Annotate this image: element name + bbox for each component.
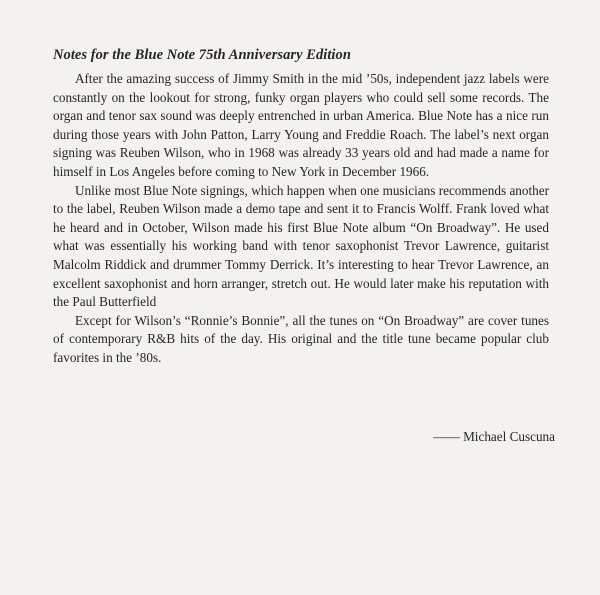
paragraph-1: After the amazing success of Jimmy Smith in the mid ’50s, independent jazz labels were constantly on the lookout for strong, funky organ players who could sell some records. The organ and tenor sax sound was deeply entrenched in urban America. Blue Note has a nice run during those years with John Patton, Larry Young and Freddie Roach. The label’s next organ signing was Reuben Wilson, who in 1968 was already 33 years old and had made a name for himself in Los Angeles before coming to New York in December 1966. — [53, 71, 549, 179]
paragraph-3: Except for Wilson’s “Ronnie’s Bonnie”, all the tunes on “On Broadway” are cover tunes of contemporary R&B hits of the day. His original and the title tune became popular club favorites in the ’80s. — [53, 312, 549, 365]
notes-body — [53, 70, 549, 368]
author-signature: —— Michael Cuscuna — [433, 429, 555, 444]
paragraph-2: Unlike most Blue Note signings, which happen when one musicians recommends another to the label, Reuben Wilson made a demo tape and sent it to Francis Wolff. Frank loved what he heard and in October, Wilson made his first Blue Note album “On Broadway”. He used what was essentially his working band with tenor saxophonist Trevor Lawrence, guitarist Malcolm Riddick and drummer Tommy Derrick. It’s interesting to hear Trevor Lawrence, an excellent saxophonist and horn arranger, stretch out. He would later make his reputation with the Paul Butterfield — [53, 182, 549, 310]
page-heading: Notes for the Blue Note 75th Anniversary Edition — [53, 47, 351, 63]
